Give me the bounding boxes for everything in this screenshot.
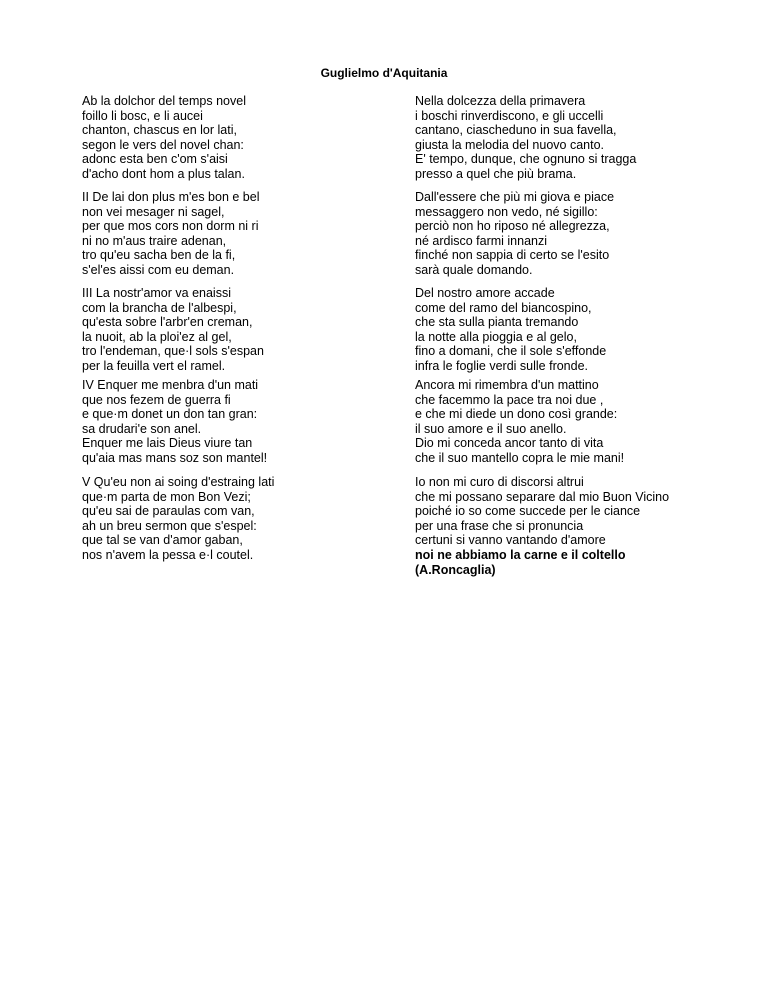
verse-line: tro l'endeman, que·l sols s'espan: [82, 344, 264, 359]
verse-line: come del ramo del biancospino,: [415, 300, 592, 315]
original-stanza-2: [82, 190, 260, 278]
verse-line: il suo amore e il suo anello.: [415, 421, 567, 436]
page-title: Guglielmo d'Aquitania: [320, 66, 448, 80]
translation-stanza-3: [415, 286, 606, 374]
verse-line: IV Enquer me menbra d'un mati: [82, 378, 259, 392]
verse-line: Io non mi curo di discorsi altrui: [415, 475, 584, 489]
verse-line: qu'aia mas mans soz son mantel!: [82, 450, 268, 465]
verse-line: Ab la dolchor del temps novel: [82, 94, 246, 108]
verse-line: che mi possano separare dal mio Buon Vicino: [415, 489, 670, 504]
verse-line: III La nostr'amor va enaissi: [82, 286, 231, 300]
verse-line: per una frase che si pronuncia: [415, 518, 584, 533]
verse-line-bold: noi ne abbiamo la carne e il coltello: [415, 547, 626, 562]
verse-line: presso a quel che più brama.: [415, 166, 577, 181]
translation-stanza-4: [415, 378, 624, 466]
verse-line: finché non sappia di certo se l'esito: [415, 248, 610, 263]
verse-line: infra le foglie verdi sulle fronde.: [415, 358, 589, 373]
verse-line: segon le vers del novel chan:: [82, 137, 244, 152]
original-stanza-3: [82, 286, 264, 374]
verse-line: nos n'avem la pessa e·l coutel.: [82, 547, 254, 562]
verse-line: non vei mesager ni sagel,: [82, 204, 225, 219]
verse-line: II De lai don plus m'es bon e bel: [82, 190, 260, 204]
verse-line: ni no m'aus traire adenan,: [82, 233, 227, 248]
verse-line: e que·m donet un don tan gran:: [82, 407, 258, 422]
translator-credit: (A.Roncaglia): [415, 562, 496, 577]
verse-line: né ardisco farmi innanzi: [415, 233, 548, 248]
verse-line: certuni si vanno vantando d'amore: [415, 533, 606, 548]
verse-line: que·m parta de mon Bon Vezi;: [82, 489, 251, 504]
verse-line: com la brancha de l'albespi,: [82, 300, 237, 315]
verse-line: V Qu'eu non ai soing d'estraing lati: [82, 475, 275, 489]
verse-line: che sta sulla pianta tremando: [415, 315, 579, 330]
verse-line: per que mos cors non dorm ni ri: [82, 219, 259, 234]
verse-line: sa drudari'e son anel.: [82, 421, 202, 436]
original-stanza-5: [82, 475, 274, 563]
verse-line: s'el'es aissi com eu deman.: [82, 262, 235, 277]
verse-line: foillo li bosc, e li aucei: [82, 108, 203, 123]
verse-line: tro qu'eu sacha ben de la fi,: [82, 248, 236, 263]
verse-line: perciò non ho riposo né allegrezza,: [415, 219, 610, 234]
translation-stanza-5: [415, 475, 669, 577]
verse-line: Dall'essere che più mi giova e piace: [415, 190, 615, 204]
verse-line: ah un breu sermon que s'espel:: [82, 518, 257, 533]
verse-line: che il suo mantello copra le mie mani!: [415, 450, 625, 465]
verse-line: Del nostro amore accade: [415, 286, 555, 300]
verse-line: d'acho dont hom a plus talan.: [82, 166, 245, 181]
verse-line: Ancora mi rimembra d'un mattino: [415, 378, 599, 392]
verse-line: adonc esta ben c'om s'aisi: [82, 152, 228, 167]
verse-line: que nos fezem de guerra fi: [82, 392, 231, 407]
verse-line: Nella dolcezza della primavera: [415, 94, 586, 108]
verse-line: chanton, chascus en lor lati,: [82, 123, 237, 138]
translation-stanza-1: [415, 94, 636, 182]
verse-line: E' tempo, dunque, che ognuno si tragga: [415, 152, 637, 167]
verse-line: Dio mi conceda ancor tanto di vita: [415, 436, 604, 451]
verse-line: per la feuilla vert el ramel.: [82, 358, 226, 373]
verse-line: qu'eu sai de paraulas com van,: [82, 504, 255, 519]
verse-line: e che mi diede un dono così grande:: [415, 407, 618, 422]
verse-line: cantano, ciascheduno in sua favella,: [415, 123, 617, 138]
verse-line: la nuoit, ab la ploi'ez al gel,: [82, 329, 232, 344]
verse-line: giusta la melodia del nuovo canto.: [415, 137, 605, 152]
original-stanza-1: [82, 94, 246, 182]
verse-line: sarà quale domando.: [415, 262, 533, 277]
verse-line: qu'esta sobre l'arbr'en creman,: [82, 315, 253, 330]
translation-stanza-2: [415, 190, 614, 278]
verse-line: messaggero non vedo, né sigillo:: [415, 204, 598, 219]
verse-line: fino a domani, che il sole s'effonde: [415, 344, 607, 359]
verse-line: Enquer me lais Dieus viure tan: [82, 436, 253, 451]
verse-line: che facemmo la pace tra noi due ,: [415, 392, 604, 407]
verse-line: i boschi rinverdiscono, e gli uccelli: [415, 108, 604, 123]
verse-line: poiché io so come succede per le ciance: [415, 504, 641, 519]
verse-line: que tal se van d'amor gaban,: [82, 533, 243, 548]
verse-line: la notte alla pioggia e al gelo,: [415, 329, 577, 344]
original-stanza-4: [82, 378, 267, 466]
